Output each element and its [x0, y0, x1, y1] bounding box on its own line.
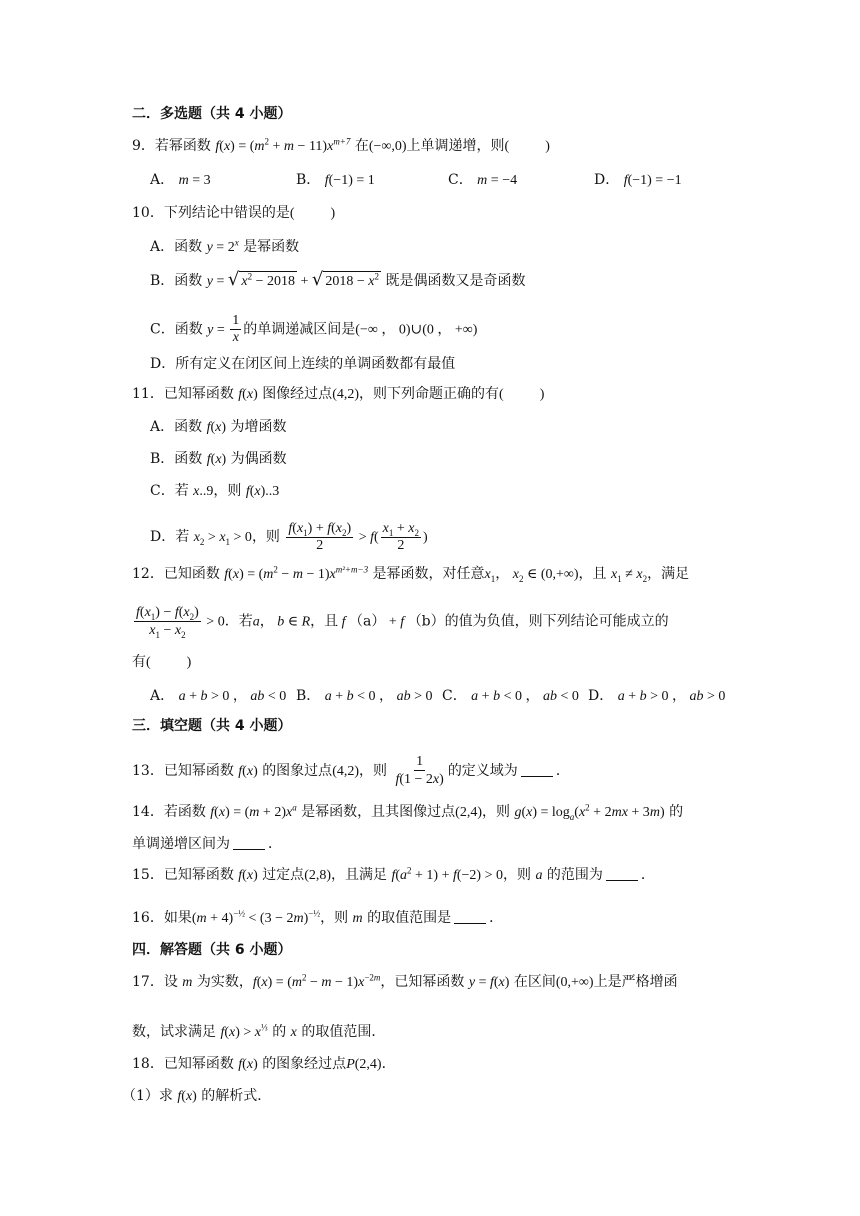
q9-option-a[interactable]: A． m = 3	[150, 172, 211, 188]
q12-option-a[interactable]: A． a + b > 0 ， ab < 0	[150, 688, 287, 704]
q11-option-c[interactable]: C．若 x..9，则 f(x)..3	[150, 483, 280, 499]
section-answer-heading: 四．解答题（共 6 小题）	[132, 942, 292, 958]
section-multiple-choice-heading: 二．多选题（共 4 小题）	[132, 106, 292, 122]
question-14: 14．若函数 $f(x) = (m + 2)x^a$ 是幂函数，且其图像过点(2,4)，则 $g(x) = \log_a(x^2 + 2mx + 3m)$ 的	[132, 802, 684, 822]
answer-blank[interactable]	[233, 835, 265, 850]
question-15: 15．已知幂函数 f(x) 过定点(2,8)，且满足 $f(a^2 + 1) + f(-2) > 0$，则 a 的范围为 ．	[132, 865, 655, 883]
question-17-line-2: 数，试求满足 $f(x) > x^{\frac{1}{3}}$ 的 x 的取值范围．	[132, 1022, 386, 1040]
question-18: 18．已知幂函数 f(x) 的图象经过点P(2,4)．	[132, 1056, 396, 1072]
q11-option-d[interactable]: D．若 $x_2 > x_1 > 0$，则 $\frac{f(x_1) + f(x_2)}{2}$ > f( $\frac{x_1 + x_2}{2}$ )	[150, 521, 428, 553]
q11-option-b[interactable]: B．函数 f(x) 为偶函数	[150, 451, 287, 467]
answer-blank[interactable]	[454, 909, 486, 924]
question-18-part-1: （1）求 f(x) 的解析式．	[122, 1088, 272, 1104]
question-10: 10．下列结论中错误的是( )	[132, 205, 336, 221]
question-12-line-3: 有( )	[132, 654, 192, 670]
question-14-line-2: 单调递增区间为 ．	[132, 836, 282, 852]
question-16: 16．如果$(m + 4)^{-\frac{1}{2}} < (3 - 2m)^{-\frac{1}{2}}$，则 m 的取值范围是 ．	[132, 908, 504, 926]
question-12: 12．已知函数 $f(x) = (m^2 - m - 1)x^{m^2+m-3}$ 是幂函数，对任意$x_1$， $x_2$ ∈ (0,+∞)，且 $x_1 \ne x_2$，满足	[132, 564, 690, 584]
answer-blank[interactable]	[521, 762, 553, 777]
question-12-line-2: $\frac{f(x_1) - f(x_2)}{x_1 - x_2}$ > 0．若a， b ∈ R，且 f （a） + f （b）的值为负值，则下列结论可能成立的	[136, 605, 669, 640]
question-number: 9．	[132, 138, 155, 154]
q9-option-c[interactable]: C． m = −4	[448, 172, 518, 188]
q10-option-c[interactable]: C．函数 y = $\frac{1}{x}$ 的单调递减区间是(−∞ ， 0)∪(0 ， +∞)	[150, 313, 478, 345]
q9-option-b[interactable]: B． f(−1) = 1	[296, 172, 375, 188]
q12-option-c[interactable]: C． a + b < 0 ， ab < 0	[442, 688, 579, 704]
question-9: 9．若幂函数 $f(x) = (m^2 + m - 11)x^{m+7}$ 在(−∞,0)上单调递增，则( )	[132, 136, 550, 154]
q12-option-d[interactable]: D． a + b > 0 ， ab > 0	[588, 688, 726, 704]
q10-option-b[interactable]: B．函数 y = √ $x^2 - 2018$ + √ $2018 - x^2$ 既是偶函数又是奇函数	[150, 269, 526, 290]
answer-blank[interactable]	[606, 866, 638, 881]
q10-option-d[interactable]: D．所有定义在闭区间上连续的单调函数都有最值	[150, 356, 456, 372]
q10-option-a[interactable]: A．函数 $y = 2^x$ 是幂函数	[150, 237, 300, 255]
q12-option-b[interactable]: B． a + b < 0 ， ab > 0	[296, 688, 433, 704]
section-fill-in-heading: 三．填空题（共 4 小题）	[132, 718, 292, 734]
q11-option-a[interactable]: A．函数 f(x) 为增函数	[150, 419, 287, 435]
q9-option-d[interactable]: D． f(−1) = −1	[594, 172, 682, 188]
question-13: 13．已知幂函数 f(x) 的图象过点(4,2)，则 $\frac{1}{f(1 - 2x)}$ 的定义域为 ．	[132, 754, 570, 787]
question-17: 17．设 m 为实数，$f(x) = (m^2 - m - 1)x^{-2m}$，已知幂函数 y = f(x) 在区间(0,+∞)上是严格增函	[132, 972, 678, 990]
question-11: 11．已知幂函数 f(x) 图像经过点(4,2)，则下列命题正确的有( )	[132, 386, 545, 402]
